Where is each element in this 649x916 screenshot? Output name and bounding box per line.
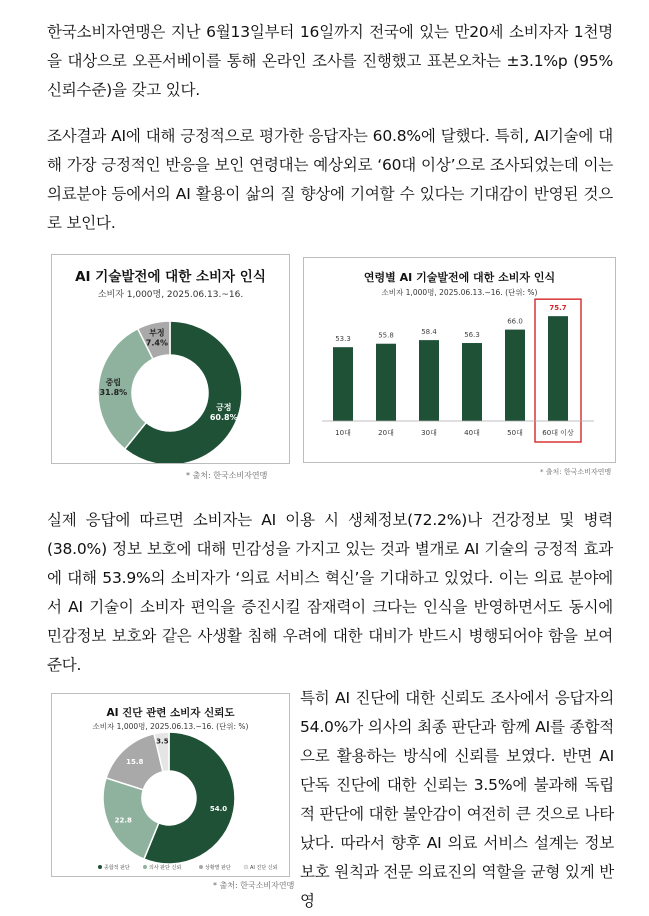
bar [376, 344, 396, 421]
legend-label: 종합적 판단 [104, 865, 130, 871]
legend-swatch [98, 865, 102, 869]
chart-title: 연령별 AI 기술발전에 대한 소비자 인식 [363, 271, 556, 284]
chart-title: AI 기술발전에 대한 소비자 인식 [75, 269, 266, 285]
source-note: * 출처: 한국소비자연맹 [540, 468, 612, 476]
bar-value-label: 75.7 [549, 304, 567, 313]
chart-card-age-perception [303, 257, 616, 463]
bar [505, 330, 525, 421]
donut-chart-ai-perception [52, 293, 289, 463]
bar [419, 340, 439, 421]
legend-swatch [244, 865, 248, 869]
bar-chart-age-perception [304, 258, 615, 462]
bar-value-label: 56.3 [464, 331, 480, 340]
chart-card-ai-perception [51, 254, 290, 464]
paragraph-survey-method: 한국소비자연맹은 지난 6월13일부터 16일까지 전국에 있는 만20세 소비자자 1천명을 대상으로 오픈서베이를 통해 온라인 조사를 진행했고 표본오차는 ±3.1%p (95% 신뢰수준)을 갖고 있다. [47, 23, 613, 99]
legend-swatch [199, 865, 203, 869]
slice-value-label: 3.5 [156, 737, 169, 746]
category-tick-label: 40대 [464, 429, 480, 437]
paragraph-privacy: 실제 응답에 따르면 소비자는 AI 이용 시 생체정보(72.2%)나 건강정보 및 병력(38.0%) 정보 보호에 대해 민감성을 가지고 있는 것과 별개로 AI 기술의 긍정적 효과에 대해 53.9%의 소비자가 ‘의료 서비스 혁신’을 기대하고 있었다. 이는 의료 분야에서 AI 기술이 소비자 편익을 증진시킬 잠재력이 크다는 인식을 반영하면서도 동시에 민감정보 보호와 같은 사생활 침해 우려에 대한 대비가 반드시 병행되어야 함을 보여준다. [47, 511, 613, 674]
chart-card-ai-diagnosis-trust [51, 693, 290, 877]
bar [548, 316, 568, 421]
category-tick-label: 50대 [507, 429, 523, 437]
legend-label: 상황별 판단 [205, 865, 231, 871]
slice-value-label: 31.8% [99, 387, 128, 397]
paragraph-diagnosis-trust: 특히 AI 진단에 대한 신뢰도 조사에서 응답자의 54.0%가 의사의 최종 판단과 함께 AI를 종합적으로 활용하는 방식에 신뢰를 보였다. 반면 AI 단독 진단에 대한 신뢰는 3.5%에 불과해 독립적 판단에 대한 불안감이 여전히 큰 것으로 나타났다. 따라서 향후 AI 의료 서비스 설계는 정보보호 원칙과 전문 의료진의 역할을 균형 있게 반영 [300, 689, 614, 910]
bar [333, 347, 353, 421]
bar-value-label: 66.0 [507, 317, 523, 326]
legend-swatch [143, 865, 147, 869]
category-tick-label: 60대 이상 [542, 429, 574, 437]
slice-name-label: 중립 [105, 377, 122, 387]
slice-value-label: 54.0 [209, 804, 228, 813]
slice-value-label: 15.8 [126, 757, 144, 766]
bar [462, 343, 482, 421]
category-tick-label: 20대 [378, 429, 394, 437]
category-tick-label: 30대 [421, 429, 437, 437]
slice-value-label: 60.8% [209, 412, 238, 422]
chart-title: AI 진단 관련 소비자 신뢰도 [106, 707, 235, 719]
bar-value-label: 53.3 [335, 335, 351, 344]
slice-name-label: 긍정 [216, 402, 232, 412]
slice-value-label: 22.8 [114, 816, 132, 825]
paragraph-survey-result: 조사결과 AI에 대해 긍정적으로 평가한 응답자는 60.8%에 달했다. 특히, AI기술에 대해 가장 긍정적인 반응을 보인 연령대는 예상외로 ‘60대 이상’으로 조사되었는데 이는 의료분야 등에서의 AI 활용이 삶의 질 향상에 기여할 수 있다는 기대감이 반영된 것으로 보인다. [47, 127, 613, 232]
bar-value-label: 55.8 [378, 331, 394, 340]
source-note: * 출처: 한국소비자연맹 [213, 881, 295, 890]
slice-name-label: 부정 [149, 328, 165, 338]
donut-chart-ai-diagnosis [52, 694, 289, 876]
category-tick-label: 10대 [335, 429, 351, 437]
chart-subtitle: 소비자 1,000명, 2025.06.13.~16. [97, 290, 244, 300]
bar-value-label: 58.4 [421, 328, 437, 337]
slice-value-label: 7.4% [145, 338, 168, 348]
source-note: * 출처: 한국소비자연맹 [186, 471, 268, 480]
chart-subtitle: 소비자 1,000명, 2025.06.13.~16. (단위: %) [92, 722, 249, 731]
legend-label: AI 진단 신뢰 [250, 865, 278, 871]
legend-label: 의사 판단 신뢰 [149, 865, 182, 871]
chart-subtitle: 소비자 1,000명, 2025.06.13.~16. (단위: %) [381, 288, 538, 297]
